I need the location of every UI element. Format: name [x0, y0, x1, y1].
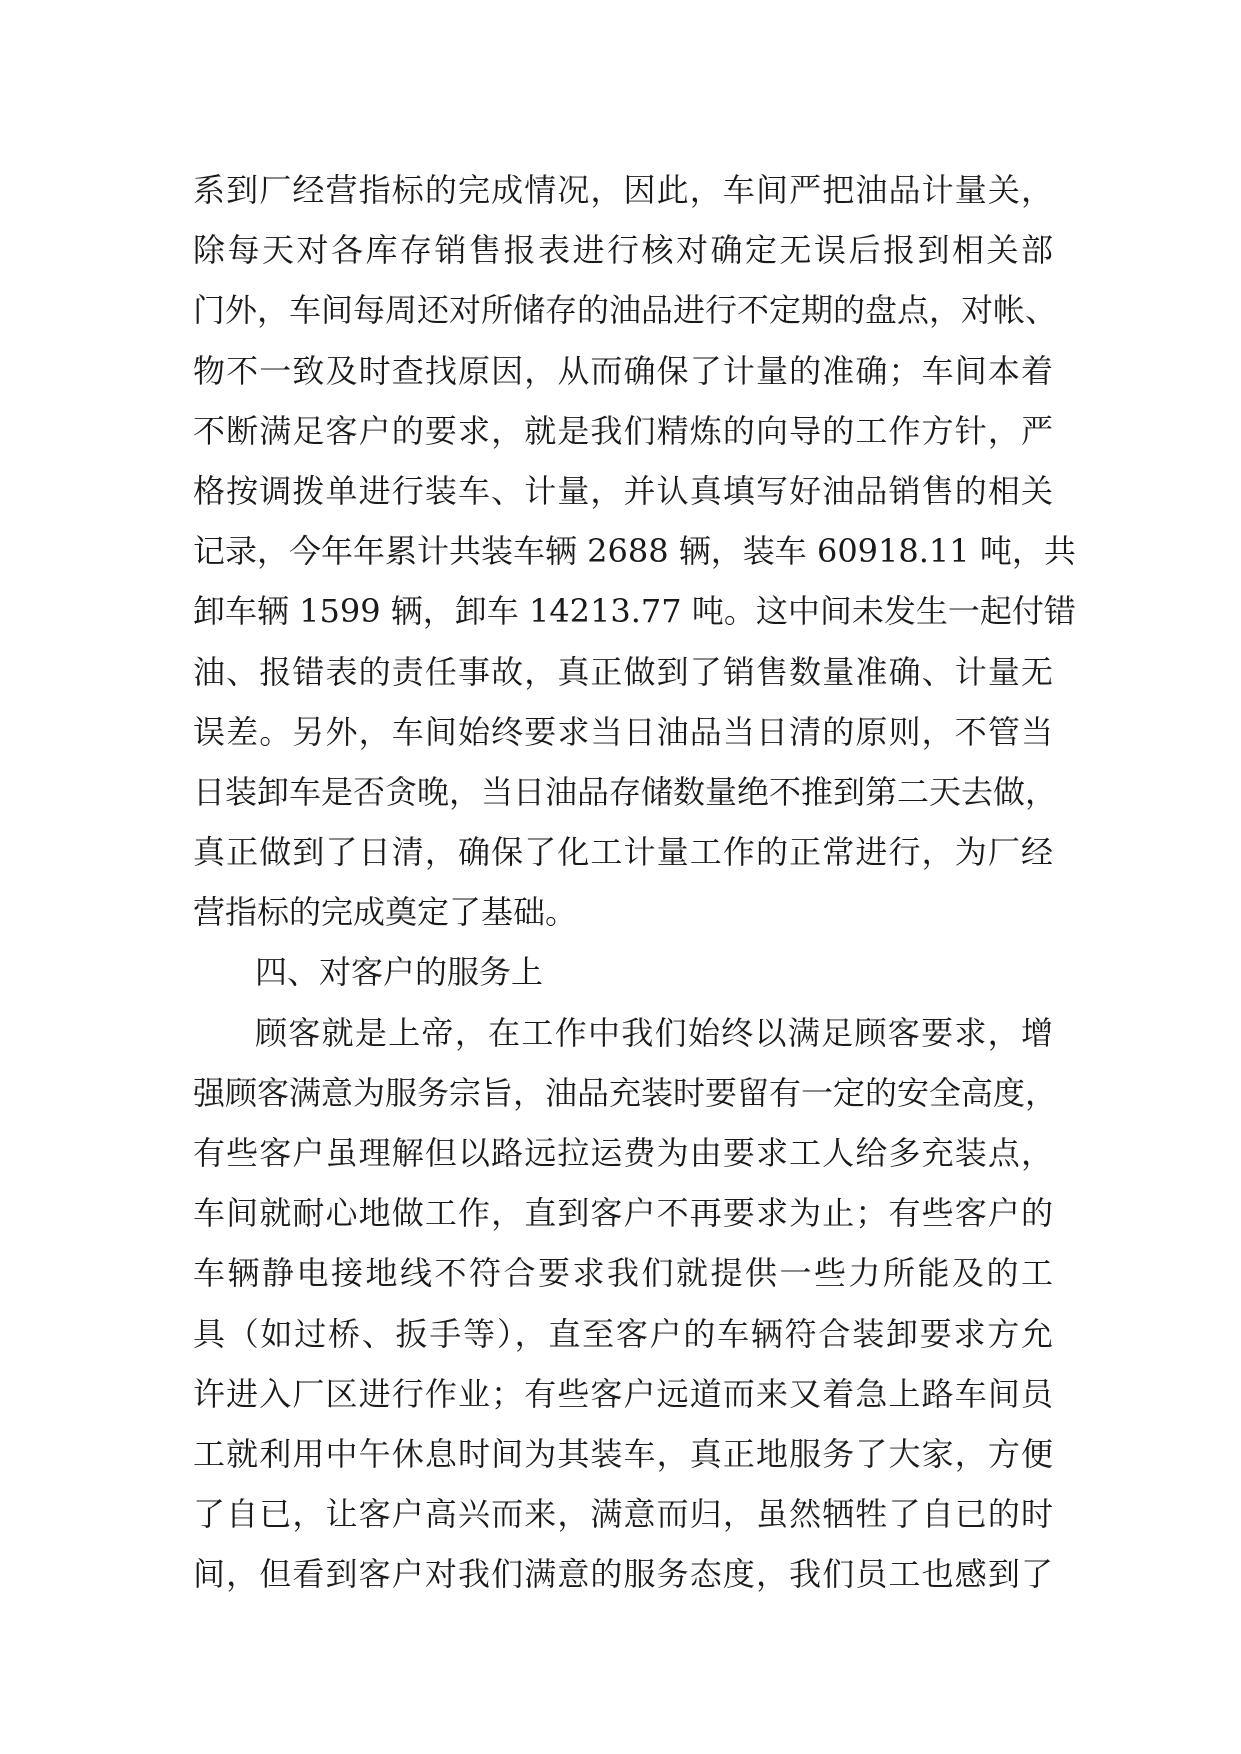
text-line: 工就利用中午休息时间为其装车，真正地服务了大家，方便: [193, 1434, 1053, 1473]
text-line: 系到厂经营指标的完成情况，因此，车间严把油品计量关，: [193, 171, 1053, 209]
text-line: 记录，今年年累计共装车辆 2688 辆，装车 60918.11 吨，共: [193, 532, 1076, 571]
paragraph-end-line: 营指标的完成奠定了基础。: [193, 893, 578, 932]
text-line: 许进入厂区进行作业；有些客户远道而来又着急上路车间员: [193, 1374, 1053, 1413]
text-line: 不断满足客户的要求，就是我们精炼的向导的工作方针，严: [193, 411, 1053, 450]
text-line: 间，但看到客户对我们满意的服务态度，我们员工也感到了: [193, 1555, 1053, 1594]
text-line: 油、报错表的责任事故，真正做到了销售数量准确、计量无: [193, 652, 1053, 691]
text-line: 卸车辆 1599 辆，卸车 14213.77 吨。这中间未发生一起付错: [193, 592, 1076, 631]
text-line: 车辆静电接地线不符合要求我们就提供一些力所能及的工: [193, 1254, 1053, 1293]
section-heading: 四、对客户的服务上: [255, 953, 544, 992]
paragraph-first-line: 顾客就是上帝，在工作中我们始终以满足顾客要求，增: [255, 1013, 1053, 1052]
text-line: 格按调拨单进行装车、计量，并认真填写好油品销售的相关: [193, 471, 1053, 510]
text-line: 日装卸车是否贪晚，当日油品存储数量绝不推到第二天去做，: [193, 772, 1058, 811]
text-line: 车间就耐心地做工作，直到客户不再要求为止；有些客户的: [193, 1194, 1053, 1233]
text-line: 误差。另外，车间始终要求当日油品当日清的原则，不管当: [193, 712, 1053, 751]
text-line: 强顾客满意为服务宗旨，油品充装时要留有一定的安全高度，: [193, 1073, 1058, 1112]
text-line: 真正做到了日清，确保了化工计量工作的正常进行，为厂经: [193, 833, 1053, 872]
text-line: 物不一致及时查找原因，从而确保了计量的准确；车间本着: [193, 351, 1053, 390]
text-line: 有些客户虽理解但以路远拉运费为由要求工人给多充装点，: [193, 1134, 1053, 1172]
text-line: 了自已，让客户高兴而来，满意而归，虽然牺牲了自已的时: [193, 1495, 1053, 1534]
body-text: [193, 160, 1076, 1605]
text-line: 除每天对各库存销售报表进行核对确定无误后报到相关部: [193, 231, 1053, 270]
text-line: 具（如过桥、扳手等），直至客户的车辆符合装卸要求方允: [193, 1314, 1053, 1353]
text-line: 门外，车间每周还对所储存的油品进行不定期的盘点，对帐、: [193, 291, 1058, 330]
